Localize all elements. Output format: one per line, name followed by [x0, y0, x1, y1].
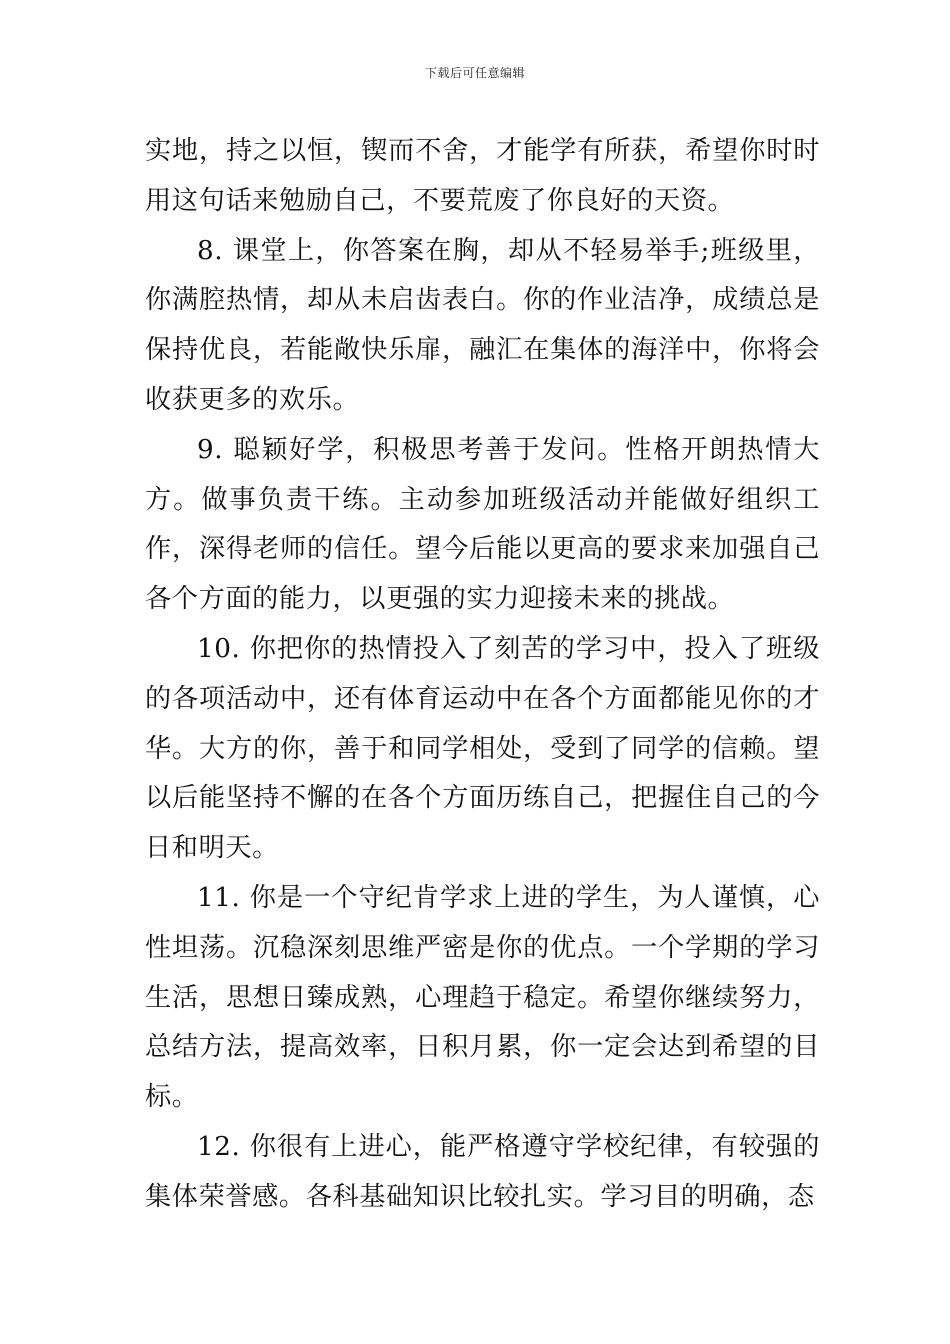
page-header: 下载后可任意编辑: [424, 66, 525, 80]
paragraph-item-10: 10. 你把你的热情投入了刻苦的学习中，投入了班级的各项活动中，还有体育运动中在各个方面都能见你的才华。大方的你，善于和同学相处，受到了同学的信赖。望以后能坚持不懈的在各个方面历练自己，把握住自己的今日和明天。: [145, 633, 820, 864]
paragraph-continued: 实地，持之以恒，锲而不舍，才能学有所获，希望你时时用这句话来勉励自己，不要荒废了你良好的天资。: [145, 136, 820, 216]
paragraph-item-9: 9. 聪颖好学，积极思考善于发问。性格开朗热情大方。做事负责干练。主动参加班级活动并能做好组织工作，深得老师的信任。望今后能以更高的要求来加强自己各个方面的能力，以更强的实力迎接未来的挑战。: [145, 434, 820, 615]
document-body: [145, 127, 820, 1223]
paragraph-item-12: 12. 你很有上进心，能严格遵守学校纪律，有较强的集体荣誉感。各科基础知识比较扎实。学习目的明确，态: [145, 1131, 820, 1212]
paragraph-item-8: 8. 课堂上，你答案在胸，却从不轻易举手;班级里，你满腔热情，却从未启齿表白。你的作业洁净，成绩总是保持优良，若能敞快乐扉，融汇在集体的海洋中，你将会收获更多的欢乐。: [145, 235, 820, 415]
paragraph-item-11: 11. 你是一个守纪肯学求上进的学生，为人谨慎，心性坦荡。沉稳深刻思维严密是你的优点。一个学期的学习生活，思想日臻成熟，心理趋于稳定。希望你继续努力，总结方法，提高效率，日积月累，你一定会达到希望的目标。: [145, 882, 820, 1113]
